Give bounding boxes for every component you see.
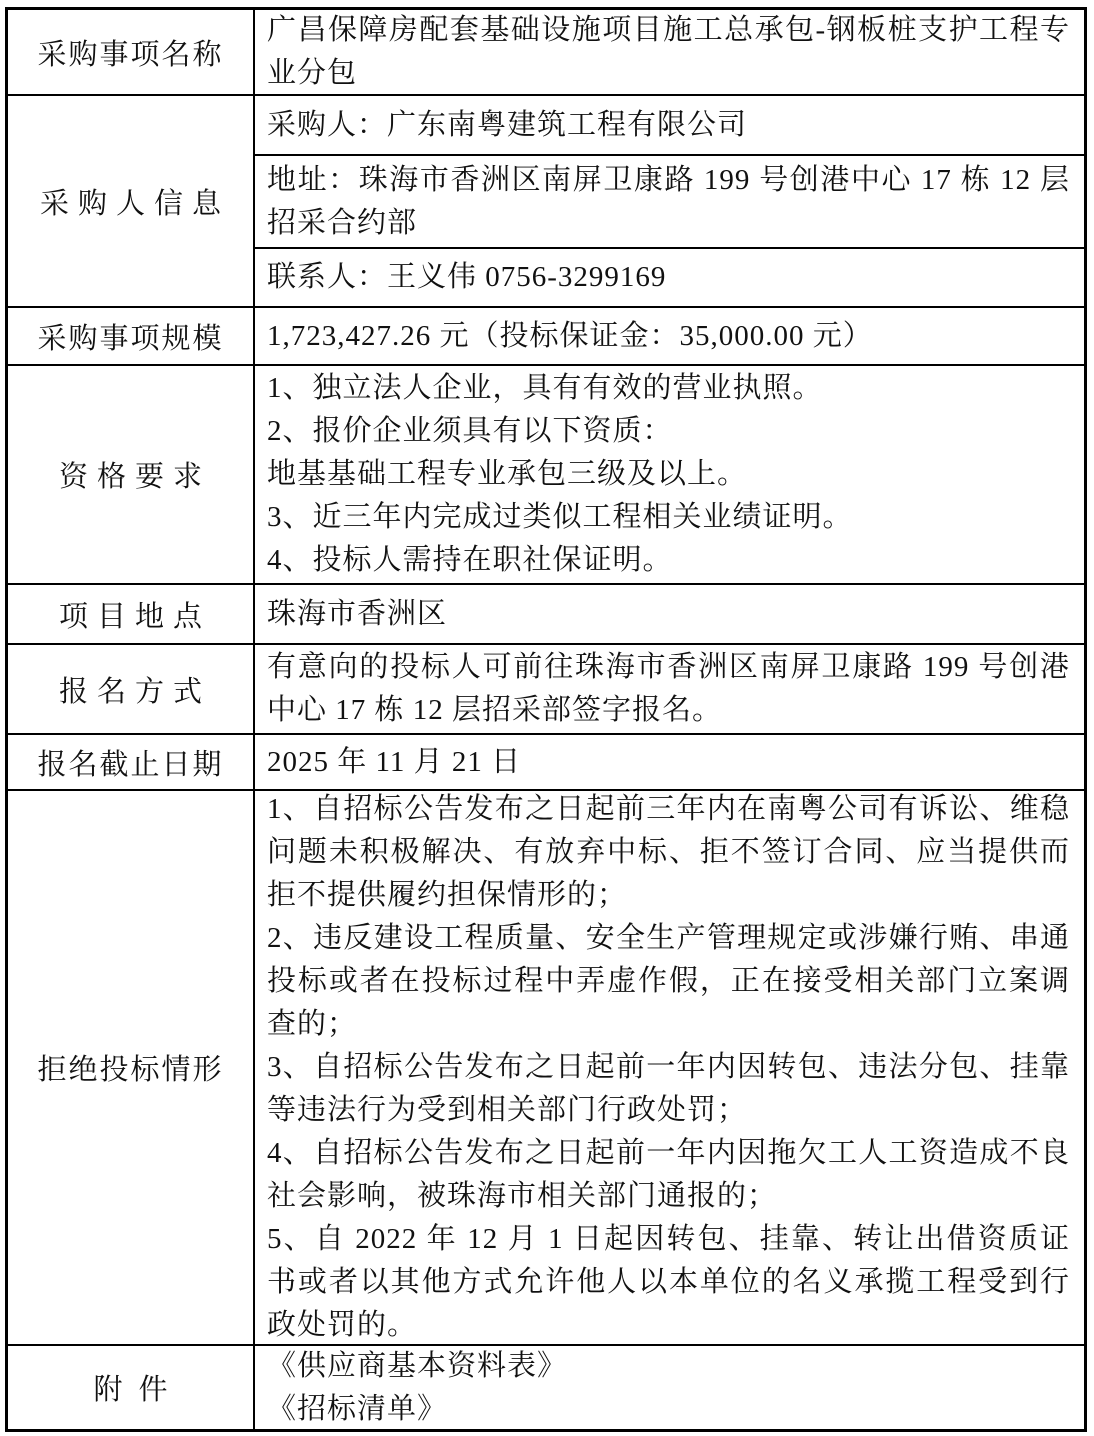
row-content-procurement-item-name bbox=[255, 10, 1084, 94]
row-label-purchaser-info: 采购人信息 bbox=[8, 96, 255, 306]
row-content-attachments bbox=[255, 1346, 1084, 1429]
table-row-registration-method bbox=[8, 643, 1084, 733]
qualification-item-3: 3、近三年内完成过类似工程相关业绩证明。 bbox=[267, 501, 853, 533]
qualification-item-2: 2、报价企业须具有以下资质： bbox=[267, 415, 673, 447]
procurement-scale-text: 1,723,427.26 元（投标保证金：35,000.00 元） bbox=[267, 319, 873, 352]
purchaser-name-text: 采购人：广东南粤建筑工程有限公司 bbox=[267, 108, 748, 141]
rejection-item-1: 1、自招标公告发布之日起前三年内在南粤公司有诉讼、维稳问题未积极解决、有放弃中标、拒不签订合同、应当提供而拒不提供履约担保情形的； bbox=[267, 793, 1070, 911]
row-content-project-location bbox=[255, 585, 1084, 643]
purchaser-contact-text: 联系人：王义伟 0756-3299169 bbox=[267, 260, 667, 293]
table-row-purchaser-info bbox=[8, 94, 1084, 306]
table-row-qualification-requirements bbox=[8, 364, 1084, 583]
table-row-project-location bbox=[8, 583, 1084, 643]
rejection-item-4: 4、自招标公告发布之日起前一年内因拖欠工人工资造成不良社会影响，被珠海市相关部门通报的； bbox=[267, 1137, 1070, 1212]
attachment-item-1: 《供应商基本资料表》 bbox=[267, 1349, 568, 1382]
row-content-bid-rejection-circumstances bbox=[255, 791, 1084, 1344]
row-label-procurement-scale: 采购事项规模 bbox=[8, 308, 255, 364]
qualification-item-4: 4、投标人需持在职社保证明。 bbox=[267, 544, 673, 576]
procurement-item-name-text: 广昌保障房配套基础设施项目施工总承包-钢板桩支护工程专业分包 bbox=[267, 14, 1070, 89]
purchaser-address-text: 地址：珠海市香洲区南屏卫康路 199 号创港中心 17 栋 12 层招采合约部 bbox=[267, 163, 1070, 239]
row-label-registration-deadline: 报名截止日期 bbox=[8, 735, 255, 789]
rejection-item-2: 2、违反建设工程质量、安全生产管理规定或涉嫌行贿、串通投标或者在投标过程中弄虚作假，正在接受相关部门立案调查的； bbox=[267, 922, 1070, 1040]
project-location-text: 珠海市香洲区 bbox=[267, 597, 448, 630]
row-label-attachments: 附件 bbox=[8, 1346, 255, 1429]
row-content-registration-deadline bbox=[255, 735, 1084, 789]
rejection-item-3: 3、自招标公告发布之日起前一年内因转包、违法分包、挂靠等违法行为受到相关部门行政处罚； bbox=[267, 1051, 1070, 1126]
table-row-attachments bbox=[8, 1344, 1084, 1429]
qualification-item-2-detail: 地基基础工程专业承包三级及以上。 bbox=[267, 458, 748, 490]
registration-deadline-text: 2025 年 11 月 21 日 bbox=[267, 745, 522, 778]
row-content-qualification-requirements bbox=[255, 366, 1084, 583]
row-label-registration-method: 报名方式 bbox=[8, 645, 255, 733]
row-content-purchaser-info bbox=[255, 96, 1084, 306]
subrow-purchaser-contact bbox=[255, 247, 1084, 306]
qualification-item-1: 1、独立法人企业，具有有效的营业执照。 bbox=[267, 372, 823, 404]
row-label-project-location: 项目地点 bbox=[8, 585, 255, 643]
row-label-qualification-requirements: 资格要求 bbox=[8, 366, 255, 583]
row-content-registration-method bbox=[255, 645, 1084, 733]
registration-method-text: 有意向的投标人可前往珠海市香洲区南屏卫康路 199 号创港中心 17 栋 12 层招采部签字报名。 bbox=[267, 651, 1070, 726]
table-row-bid-rejection-circumstances bbox=[8, 789, 1084, 1344]
row-content-procurement-scale bbox=[255, 308, 1084, 364]
procurement-notice-table bbox=[5, 7, 1087, 1432]
table-row-procurement-scale bbox=[8, 306, 1084, 364]
table-row-procurement-item-name bbox=[8, 10, 1084, 94]
subrow-purchaser-name bbox=[255, 96, 1084, 154]
attachment-item-2: 《招标清单》 bbox=[267, 1392, 448, 1425]
subrow-purchaser-address bbox=[255, 154, 1084, 246]
rejection-item-5: 5、自 2022 年 12 月 1 日起因转包、挂靠、转让出借资质证书或者以其他方式允许他人以本单位的名义承揽工程受到行政处罚的。 bbox=[267, 1223, 1070, 1341]
row-label-bid-rejection-circumstances: 拒绝投标情形 bbox=[8, 791, 255, 1344]
table-row-registration-deadline bbox=[8, 733, 1084, 789]
row-label-procurement-item-name: 采购事项名称 bbox=[8, 10, 255, 94]
